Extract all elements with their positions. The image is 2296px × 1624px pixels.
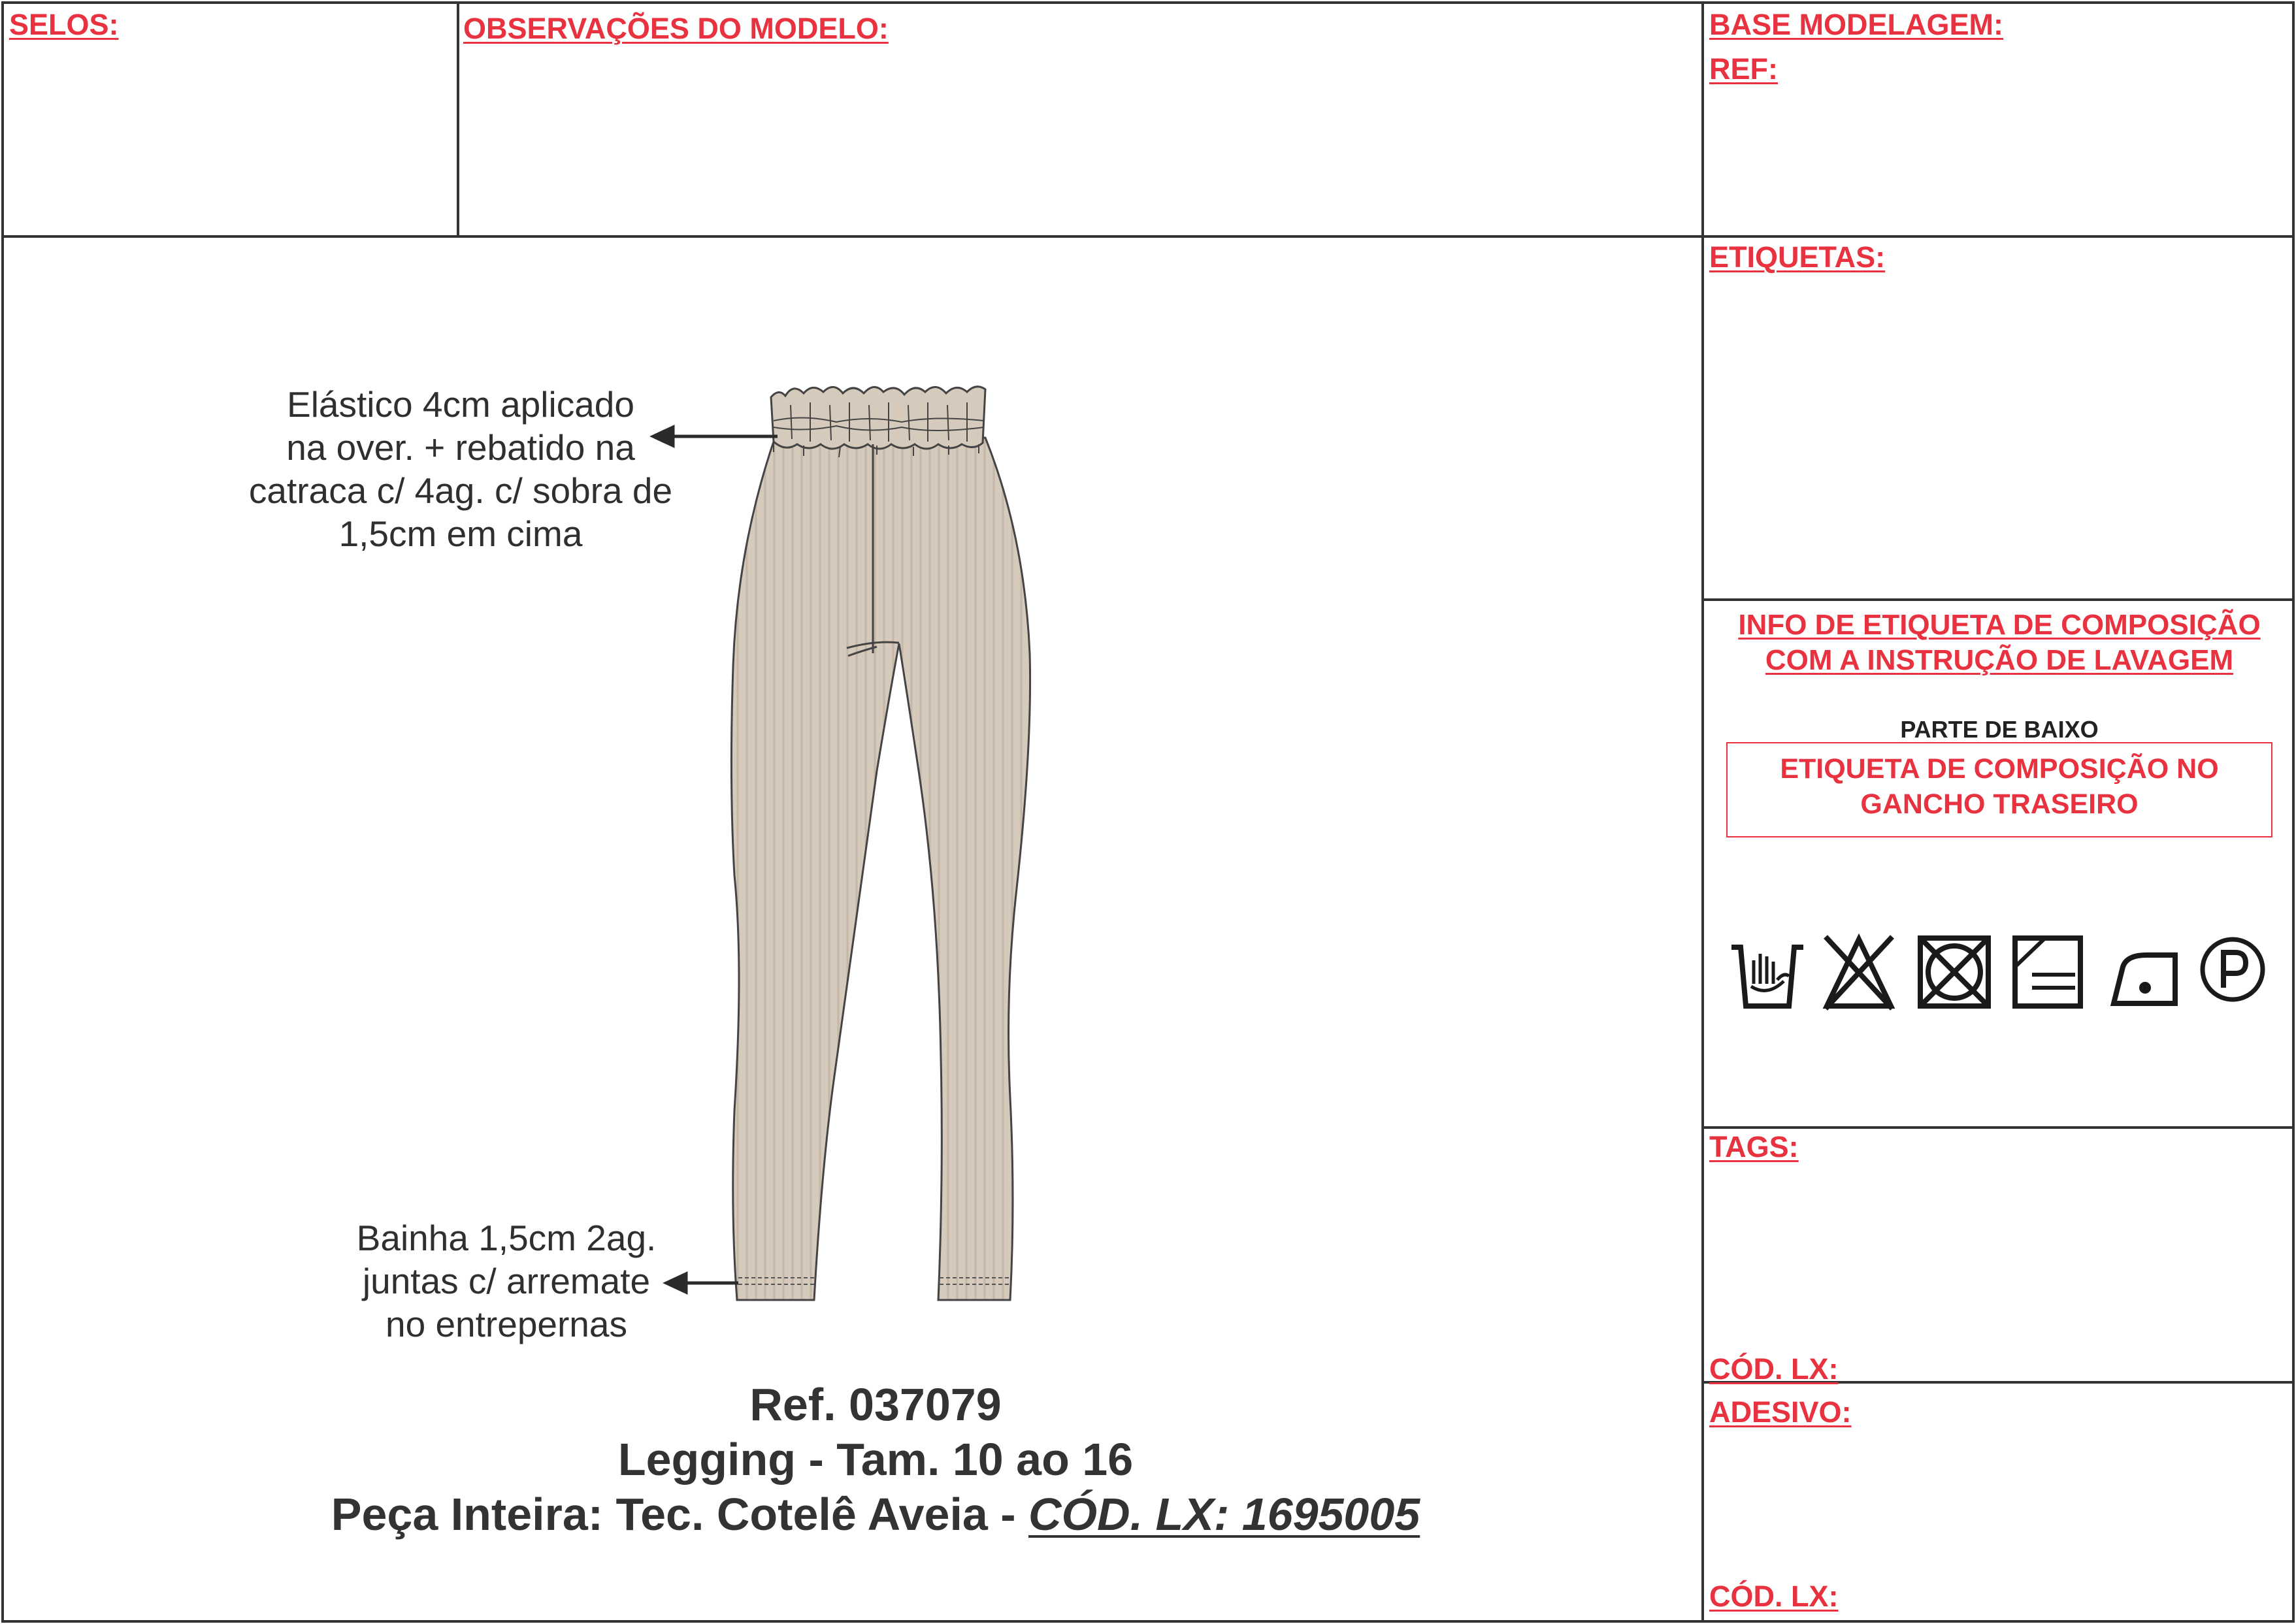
fabric-code: CÓD. LX: 1695005 [1028,1489,1420,1540]
adesivo-label: ADESIVO: [1709,1395,1852,1429]
composicao-line1: ETIQUETA DE COMPOSIÇÃO NO [1780,753,2219,785]
parte-de-baixo-label: PARTE DE BAIXO [1900,716,2099,743]
waist-note-line: Elástico 4cm aplicado [287,384,634,425]
base-modelagem-label: BASE MODELAGEM: [1709,8,2003,41]
waist-note [229,383,693,555]
hem-note [307,1216,706,1346]
ref-label: REF: [1709,52,1778,86]
etiquetas-label: ETIQUETAS: [1709,240,1886,274]
adesivo-cod-lx-label: CÓD. LX: [1709,1580,1839,1613]
product-name: Legging - Tam. 10 ao 16 [617,1434,1134,1485]
hem-note-line: no entrepernas [385,1304,627,1344]
product-fabric [0,1488,1751,1540]
waist-note-line: catraca c/ 4ag. c/ sobra de [248,470,673,511]
hem-note-line: juntas c/ arremate [362,1261,651,1301]
composicao-line2: GANCHO TRASEIRO [1860,788,2139,820]
tags-label: TAGS: [1709,1130,1799,1163]
product-ref: Ref. 037079 [749,1379,1002,1430]
waist-note-line: na over. + rebatido na [286,427,635,468]
observacoes-label: OBSERVAÇÕES DO MODELO: [463,12,889,45]
fabric-prefix: Peça Inteira: Tec. Cotelê Aveia - [331,1489,1029,1540]
waist-note-line: 1,5cm em cima [338,513,583,554]
hem-note-line: Bainha 1,5cm 2ag. [356,1218,657,1258]
info-composicao-line1: INFO DE ETIQUETA DE COMPOSIÇÃO [1738,609,2261,641]
selos-label: SELOS: [9,8,119,41]
tags-cod-lx-label: CÓD. LX: [1709,1352,1839,1386]
info-composicao-line2: COM A INSTRUÇÃO DE LAVAGEM [1765,644,2234,676]
